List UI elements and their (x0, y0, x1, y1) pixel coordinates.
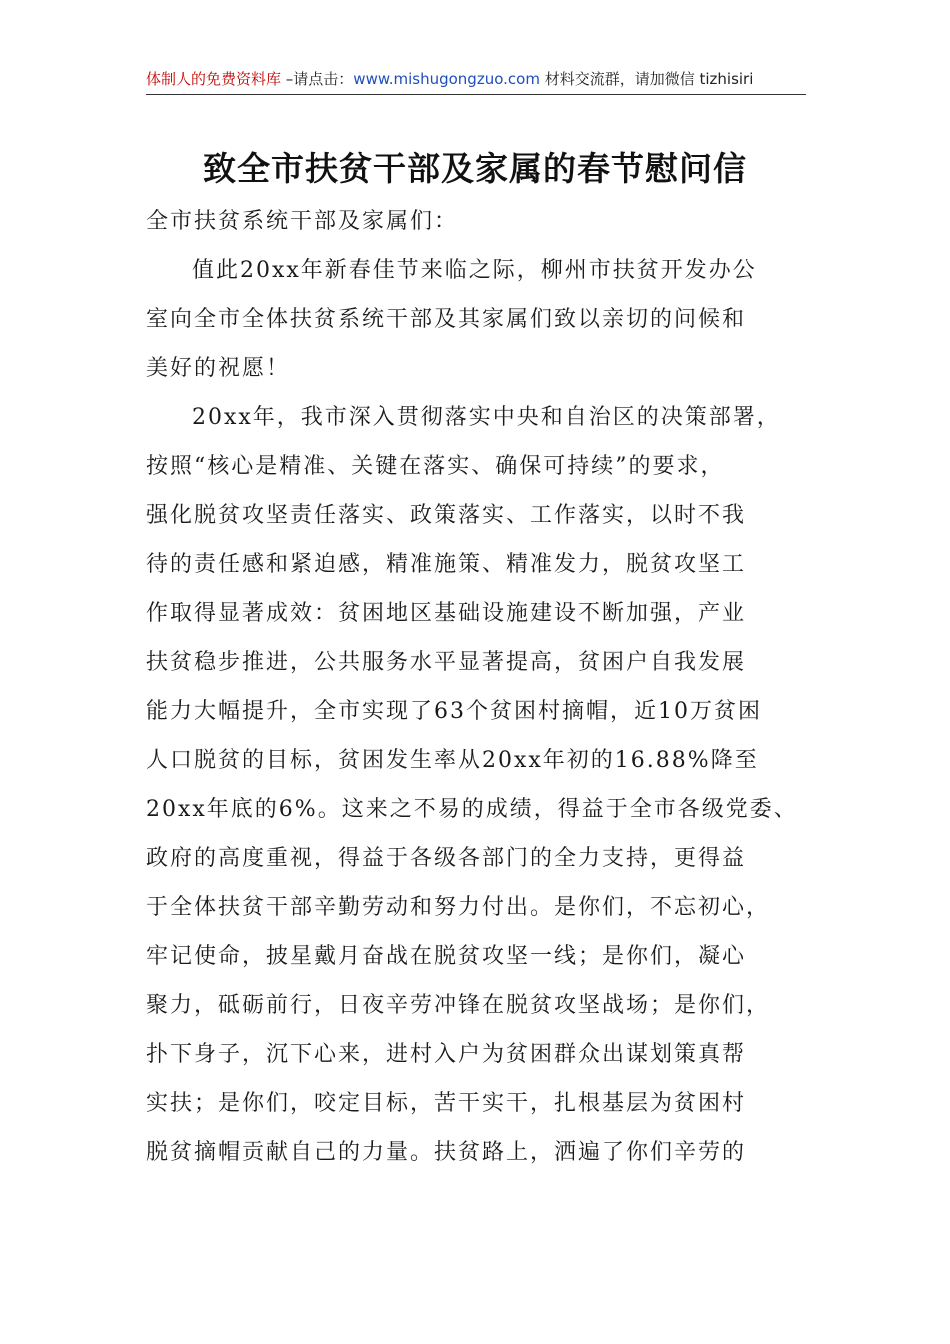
header-suffix: 材料交流群，请加微信 tizhisiri (539, 70, 754, 88)
header-url-link[interactable]: www.mishugongzuo.com (353, 70, 540, 88)
text-line: 强化脱贫攻坚责任落实、政策落实、工作落实，以时不我 (146, 503, 747, 528)
text-line: 室向全市全体扶贫系统干部及其家属们致以亲切的问候和 (146, 307, 747, 332)
paragraph-2 (146, 393, 826, 1177)
salutation: 全市扶贫系统干部及家属们： (146, 209, 459, 234)
header-brand: 体制人的免费资料库 (146, 70, 282, 88)
text-line: 能力大幅提升，全市实现了63个贫困村摘帽，近10万贫困 (146, 699, 762, 724)
text-line: 扑下身子，沉下心来，进村入户为贫困群众出谋划策真帮 (146, 1042, 747, 1067)
text-line: 20xx年，我市深入贯彻落实中央和自治区的决策部署， (192, 405, 781, 430)
text-line: 人口脱贫的目标，贫困发生率从20xx年初的16.88%降至 (146, 748, 759, 773)
text-line: 美好的祝愿！ (146, 356, 291, 381)
text-line: 值此20xx年新春佳节来临之际，柳州市扶贫开发办公 (192, 258, 757, 283)
text-line: 20xx年底的6%。这来之不易的成绩，得益于全市各级党委、 (146, 797, 798, 822)
text-line: 待的责任感和紧迫感，精准施策、精准发力，脱贫攻坚工 (146, 552, 747, 577)
text-line: 聚力，砥砺前行，日夜辛劳冲锋在脱贫攻坚战场；是你们， (146, 993, 771, 1018)
page-header (146, 68, 806, 95)
text-line: 政府的高度重视，得益于各级各部门的全力支持，更得益 (146, 846, 747, 871)
text-line: 于全体扶贫干部辛勤劳动和努力付出。是你们，不忘初心， (146, 895, 771, 920)
text-line: 实扶；是你们，咬定目标，苦干实干，扎根基层为贫困村 (146, 1091, 747, 1116)
text-line: 脱贫摘帽贡献自己的力量。扶贫路上，洒遍了你们辛劳的 (146, 1140, 747, 1165)
text-line: 作取得显著成效：贫困地区基础设施建设不断加强，产业 (146, 601, 747, 626)
document-title: 致全市扶贫干部及家属的春节慰问信 (203, 149, 747, 188)
text-line: 牢记使命，披星戴月奋战在脱贫攻坚一线；是你们，凝心 (146, 944, 747, 969)
text-line: 扶贫稳步推进，公共服务水平显著提高，贫困户自我发展 (146, 650, 747, 675)
paragraph-1 (146, 246, 826, 393)
header-prompt: –请点击： (281, 70, 354, 88)
letter-body (146, 197, 826, 1177)
text-line: 按照“核心是精准、关键在落实、确保可持续”的要求， (146, 454, 725, 479)
